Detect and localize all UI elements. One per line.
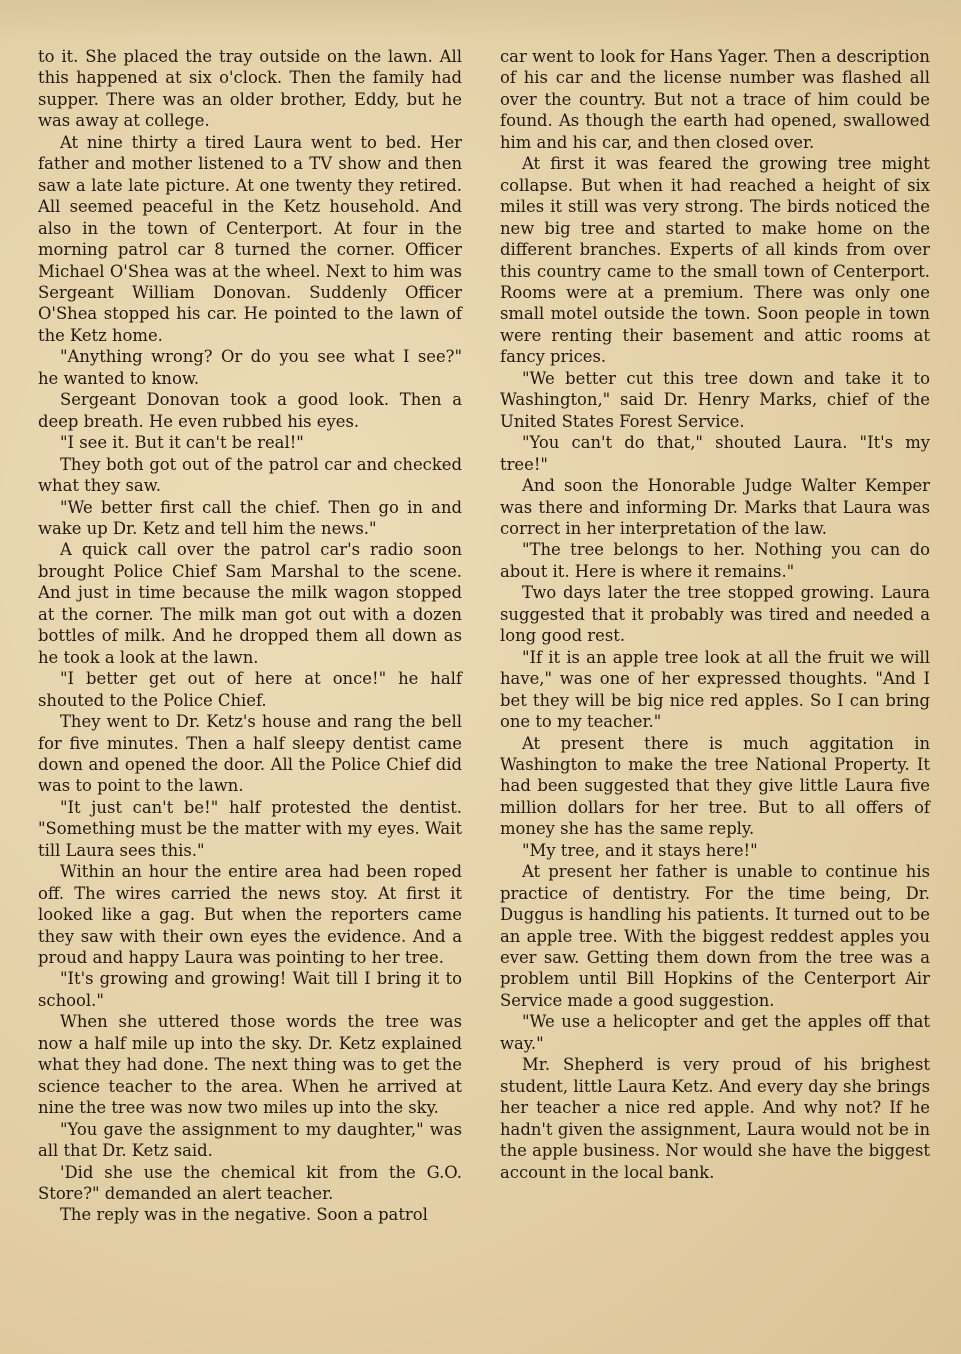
paragraph: "I see it. But it can't be real!" [60,433,304,453]
paragraph: At present there is much aggitation in Washington to make the tree National Property. It had been suggested that they give little Laura five million dollars for her tree. But to all offers of money she has the same reply. [500,733,930,839]
paragraph: And soon the Honorable Judge Walter Kemper was there and informing Dr. Marks that Laura was correct in her interpretation of the law. [500,476,930,538]
paragraph: Within an hour the entire area had been roped off. The wires carried the news stoy. At first it looked like a gag. But when the reporters came they saw with their own eyes the evidence. And a proud and happy Laura was pointing to her tree. [38,862,462,968]
paragraph: "We better first call the chief. Then go in and wake up Dr. Ketz and tell him the news." [38,497,462,538]
left-column [38,46,462,1226]
paragraph: Two days later the tree stopped growing. Laura suggested that it probably was tired and needed a long good rest. [500,583,930,646]
paragraph: "My tree, and it stays here!" [522,840,758,860]
paragraph: They went to Dr. Ketz's house and rang the bell for five minutes. Then a half sleepy dentist came down and opened the door. All the Police Chief did was to point to the lawn. [38,712,462,796]
paragraph: At nine thirty a tired Laura went to bed. Her father and mother listened to a TV show and then saw a late late picture. At one twenty they retired. All seemed peaceful in the Ketz household. And also in the town of Centerport. At four in the morning patrol car 8 turned the corner. Officer Michael O'Shea was at the wheel. Next to him was Sergeant William Donovan. Suddenly Officer O'Shea stopped his car. He pointed to the lawn of the Ketz home. [38,132,462,345]
paragraph: "It's growing and growing! Wait till I bring it to school." [38,969,462,1010]
paragraph: "We better cut this tree down and take it to Washington," said Dr. Henry Marks, chief of the United States Forest Service. [500,368,930,431]
paragraph: "Anything wrong? Or do you see what I see?" he wanted to know. [38,347,462,388]
paragraph: When she uttered those words the tree was now a half mile up into the sky. Dr. Ketz explained what they had done. The next thing was to get the science teacher to the area. When he arrived at nine the tree was now two miles up into the sky. [38,1012,462,1118]
paragraph: "If it is an apple tree look at all the fruit we will have," was one of her expressed thoughts. "And I bet they will be big nice red apples. So I can bring one to my teacher." [500,647,930,732]
paragraph: 'Did she use the chemical kit from the G.O. Store?" demanded an alert teacher. [38,1162,462,1204]
paragraph: At present her father is unable to continue his practice of dentistry. For the time being, Dr. Duggus is handling his patients. It turned out to be an apple tree. With the biggest reddest apples you ever saw. Getting them down from the tree was a problem until Bill Hopkins of the Centerport Air Service made a good suggestion. [500,862,930,1010]
paragraph: "I better get out of here at once!" he half shouted to the Police Chief. [38,669,462,710]
paragraph: They both got out of the patrol car and checked what they saw. [38,454,462,496]
right-column [500,46,930,1183]
paragraph: "You gave the assignment to my daughter," was all that Dr. Ketz said. [38,1119,462,1161]
paragraph: The reply was in the negative. Soon a patrol [60,1205,428,1225]
paragraph: "The tree belongs to her. Nothing you can do about it. Here is where it remains." [500,540,930,581]
paragraph: "We use a helicopter and get the apples off that way." [500,1012,930,1053]
paragraph: "It just can't be!" half protested the dentist. "Something must be the matter with my eyes. Wait till Laura sees this." [38,797,462,860]
paragraph: A quick call over the patrol car's radio soon brought Police Chief Sam Marshal to the scene. And just in time because the milk wagon stopped at the corner. The milk man got out with a dozen bottles of milk. And he dropped them all down as he took a look at the lawn. [38,540,462,667]
paragraph: Mr. Shepherd is very proud of his brighest student, little Laura Ketz. And every day she brings her teacher a nice red apple. And why not? If he hadn't given the assignment, Laura would not be in the apple business. Nor would she have the biggest account in the local bank. [500,1055,930,1182]
paragraph: "You can't do that," shouted Laura. "It's my tree!" [500,433,930,474]
page-top-shadow [0,0,961,40]
paragraph: car went to look for Hans Yager. Then a description of his car and the license number was flashed all over the country. But not a trace of him could be found. As though the earth had opened, swallowed him and his car, and then closed over. [500,47,930,152]
paragraph: to it. She placed the tray outside on the lawn. All this happened at six o'clock. Then the family had supper. There was an older brother, Eddy, but he was away at college. [38,47,462,131]
paragraph: At first it was feared the growing tree might collapse. But when it had reached a height of six miles it still was very strong. The birds noticed the new big tree and started to make home on the different branches. Experts of all kinds from over this country came to the small town of Centerport. Rooms were at a premium. There was only one small motel outside the town. Soon people in town were renting their basement and attic rooms at fancy prices. [500,154,930,367]
paragraph: Sergeant Donovan took a good look. Then a deep breath. He even rubbed his eyes. [38,390,462,431]
